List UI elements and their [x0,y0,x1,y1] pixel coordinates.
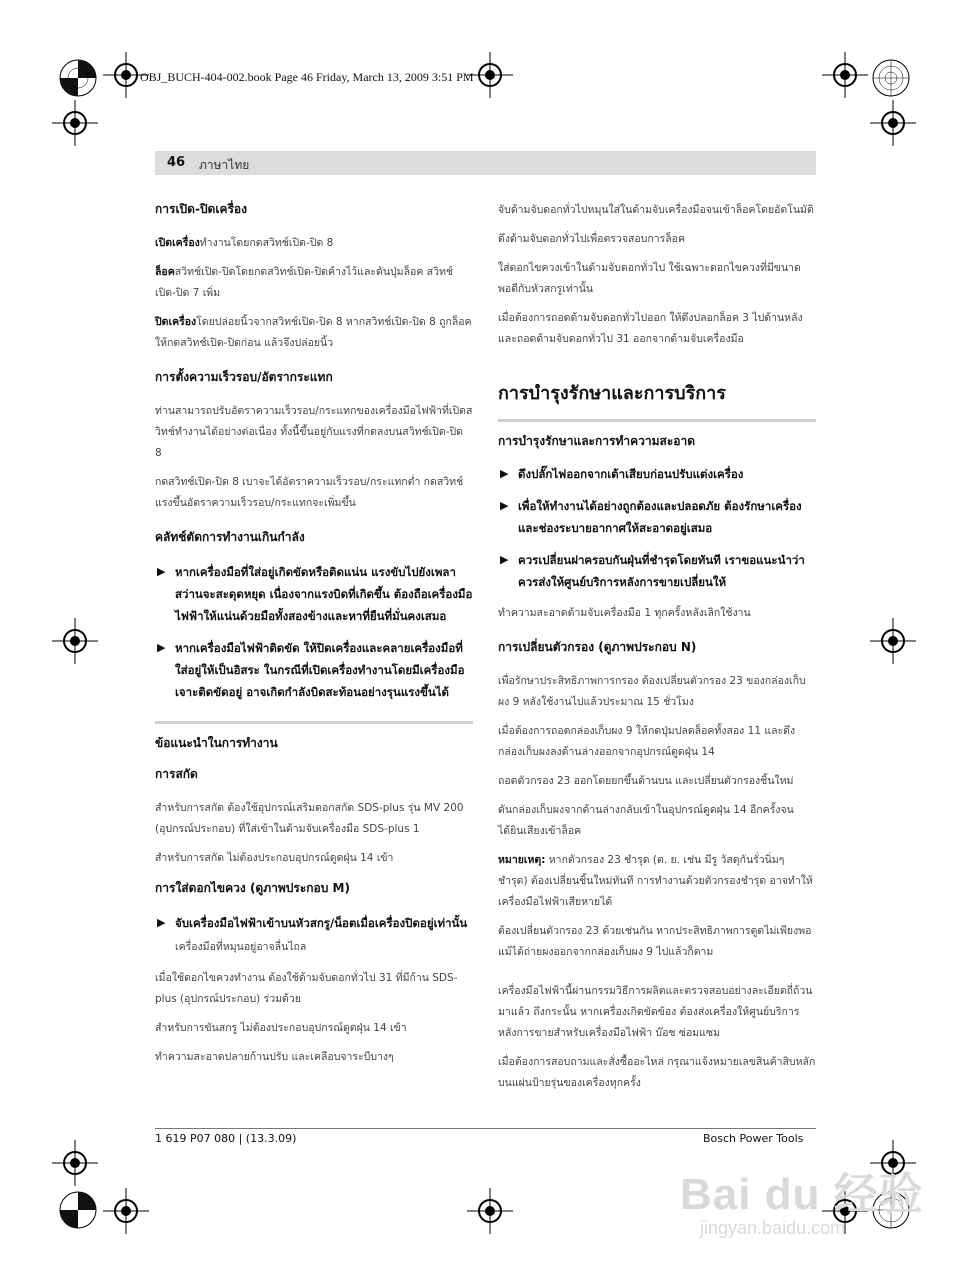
text: จับเครื่องมือไฟฟ้าเข้าบนหัวสกรู/น็อตเมื่อเครื่องปิดอยู่เท่านั้น [175,916,468,930]
paragraph: จับด้ามจับดอกทั่วไปหมุนใส่ในด้ามจับเครื่องมือจนเข้าล็อคโดยอัตโนมัติ [498,204,814,216]
heading-chiseling: การสกัด [155,767,198,781]
bullet-item [498,495,816,539]
paragraph: สำหรับการสกัด ต้องใช้อุปกรณ์เสริมดอกสกัด SDS-plus รุ่น MV 200 (อุปกรณ์ประกอบ) ที่ใส่เข้าในด้ามจับเครื่องมือ SDS-plus 1 [155,802,464,835]
bullet-item [498,463,816,485]
right-column [498,200,816,1102]
bullet-item [155,561,473,627]
page-number: 46 [167,155,186,170]
paragraph [498,850,816,913]
paragraph [155,233,473,254]
heading-screwdriver: การใส่ดอกไขควง (ดูภาพประกอบ M) [155,881,350,895]
paragraph: ทำความสะอาดด้ามจับเครื่องมือ 1 ทุกครั้งหลังเลิกใช้งาน [498,607,751,619]
text: เพื่อให้ทำงานได้อย่างถูกต้องและปลอดภัย ต้องรักษาเครื่องและช่องระบายอากาศให้สะอาดอยู่เสมอ [518,499,802,535]
paragraph: เมื่อต้องการสอบถามและสั่งซื้ออะไหล่ กรุณาแจ้งหมายเลขสินค้าสิบหลักบนแผ่นป้ายรุ่นของเครื่องทุกครั้ง [498,1056,816,1089]
triangle-bullet-icon: ▶ [157,565,166,578]
heading-clutch: คลัทช์ตัดการทำงานเกินกำลัง [155,530,305,544]
bold-term: ล็อค [155,266,175,278]
crosshair-icon [467,1188,513,1234]
triangle-bullet-icon: ▶ [500,467,509,480]
watermark-url: jingyan.baidu.com [700,1218,846,1238]
heading-on-off: การเปิด-ปิดเครื่อง [155,202,247,216]
language-label: ภาษาไทย [199,158,250,172]
paragraph [155,312,473,354]
paragraph: ดึงด้ามจับดอกทั่วไปเพื่อตรวจสอบการล็อค [498,233,686,245]
paragraph: เพื่อรักษาประสิทธิภาพการกรอง ต้องเปลี่ยนตัวกรอง 23 ของกล่องเก็บผง 9 หลังใช้งานไปแล้วประมาณ 15 ชั่วโมง [498,675,806,708]
bold-term: ปิดเครื่อง [155,316,197,328]
text: หากเครื่องมือไฟฟ้าติดขัด ให้ปิดเครื่องและคลายเครื่องมือที่ใส่อยู่ให้เป็นอิสระ ในกรณีที่เปิดเครื่องทำงานโดยมีเครื่องมือเจาะติดขัดอยู่ อาจเกิดกำลังบิดสะท้อนอย่างรุนแรงขึ้นได้ [175,641,465,699]
text: หากตัวกรอง 23 ชำรุด (ต. ย. เช่น มีรู วัสดุกันรั่วนิ่มๆ ชำรุด) ต้องเปลี่ยนชิ้นใหม่ทันที การทำงานด้วยตัวกรองชำรุด อาจทำให้เครื่องมือไฟฟ้าเสียหายได้ [498,854,813,908]
watermark [680,1158,924,1239]
text: ทำงานโดยกดสวิทช์เปิด-ปิด 8 [199,237,334,249]
paragraph: เครื่องมือไฟฟ้านี้ผ่านกรรมวิธีการผลิตและตรวจสอบอย่างละเอียดถี่ถ้วนมาแล้ว ถึงกระนั้น หากเครื่องเกิดขัดข้อง ต้องส่งเครื่องให้ศูนย์บริการหลังการขายสำหรับเครื่องมือไฟฟ้า บ๊อช ซ่อมแซม [498,985,813,1039]
bold-term: เปิดเครื่อง [155,237,200,249]
paragraph: เมื่อต้องการถอดกล่องเก็บผง 9 ให้กดปุ่มปลดล็อคทั้งสอง 11 และดึงกล่องเก็บผงลงด้านล่างออกจากอุปกรณ์ดูดฝุ่น 14 [498,725,796,758]
crosshair-icon [822,52,868,98]
bold-term: หมายเหตุ: [498,854,546,866]
text: หากเครื่องมือที่ใส่อยู่เกิดขัดหรือติดแน่น แรงขับไปยังเพลาสว่านจะสะดุดหยุด เนื่องจากแรงบิดที่เกิดขึ้น ต้องถือเครื่องมือไฟฟ้าให้แน่นด้วยมือทั้งสองข้างและหาที่ยืนที่มั่นคงเสมอ [175,565,473,623]
page-header [155,151,816,175]
print-slug: OBJ_BUCH-404-002.book Page 46 Friday, March 13, 2009 3:51 PM [140,70,474,84]
watermark-brand: Bai du 经验 [680,1170,924,1219]
paragraph: สำหรับการขันสกรู ไม่ต้องประกอบอุปกรณ์ดูดฝุ่น 14 เข้า [155,1022,407,1034]
bullet-item [155,912,473,958]
text: สวิทช์เปิด-ปิดโดยกดสวิทช์เปิด-ปิดค้างไว้และดันปุ่มล็อค สวิทช์เปิด-ปิด 7 เพิ่ม [155,266,454,299]
footer-brand: Bosch Power Tools [703,1132,804,1145]
footer-rule [155,1128,816,1129]
paragraph: ใส่ดอกไขควงเข้าในด้ามจับดอกทั่วไป ใช้เฉพาะดอกไขควงที่มีขนาดพอดีกับหัวสกรูเท่านั้น [498,262,801,295]
text: เครื่องมือที่หมุนอยู่อาจลื่นไถล [175,941,307,953]
triangle-bullet-icon: ▶ [157,916,166,929]
heading-filter: การเปลี่ยนตัวกรอง (ดูภาพประกอบ N) [498,640,697,654]
left-column [155,200,473,1076]
paragraph: ทำความสะอาดปลายก้านปรับ และเคลือบจาระบีบางๆ [155,1051,394,1063]
crosshair-icon [870,100,916,146]
crosshair-icon [103,1188,149,1234]
crosshair-icon [103,52,149,98]
text: ควรเปลี่ยนฝาครอบกันฝุ่นที่ชำรุดโดยทันที เราขอแนะนำว่า ควรส่งให้ศูนย์บริการหลังการขายเปลี่ยนให้ [518,553,805,589]
paragraph: สำหรับการสกัด ไม่ต้องประกอบอุปกรณ์ดูดฝุ่น 14 เข้า [155,852,394,864]
registration-target-icon [55,1187,101,1233]
registration-target-icon [55,55,101,101]
section-title-maintenance: การบำรุงรักษาและการบริการ [498,383,726,404]
footer-doc-number: 1 619 P07 080 | (13.3.09) [155,1132,297,1145]
crosshair-icon [467,52,513,98]
text: โดยปล่อยนิ้วจากสวิทช์เปิด-ปิด 8 หากสวิทช์เปิด-ปิด 8 ถูกล็อค ให้กดสวิทช์เปิด-ปิดก่อน แล้วจึงปล่อยนิ้ว [155,316,472,349]
heading-speed: การตั้งความเร็วรอบ/อัตรากระแทก [155,370,333,384]
heading-work-tips: ข้อแนะนำในการทำงาน [155,736,278,750]
paragraph: กดสวิทช์เปิด-ปิด 8 เบาจะได้อัตราความเร็วรอบ/กระแทกต่ำ กดสวิทช์แรงขึ้นอัตราความเร็วรอบ/กระแทกจะเพิ่มขึ้น [155,476,464,509]
triangle-bullet-icon: ▶ [500,499,509,512]
registration-target-icon [868,55,914,101]
crosshair-icon [52,100,98,146]
crosshair-icon [870,618,916,664]
crosshair-icon [52,1140,98,1186]
bullet-item [155,637,473,703]
heading-cleaning: การบำรุงรักษาและการทำความสะอาด [498,434,696,448]
paragraph: เมื่อต้องการถอดด้ามจับดอกทั่วไปออก ให้ดึงปลอกล็อค 3 ไปด้านหลัง และถอดด้ามจับดอกทั่วไป 31 ออกจากด้ามจับเครื่องมือ [498,312,803,345]
text: ดึงปลั๊กไฟออกจากเต้าเสียบก่อนปรับแต่งเครื่อง [518,467,744,481]
triangle-bullet-icon: ▶ [157,641,166,654]
paragraph: ต้องเปลี่ยนตัวกรอง 23 ด้วยเช่นกัน หากประสิทธิภาพการดูดไม่เพียงพอ แม้ได้ถ่ายผงออกจากกล่องเก็บผง 9 ไปแล้วก็ตาม [498,925,812,958]
paragraph: ดันกล่องเก็บผงจากด้านล่างกลับเข้าในอุปกรณ์ดูดฝุ่น 14 อีกครั้งจนได้ยินเสียงเข้าล็อค [498,804,794,837]
paragraph [155,262,473,304]
paragraph: ถอดตัวกรอง 23 ออกโดยยกขึ้นด้านบน และเปลี่ยนตัวกรองชิ้นใหม่ [498,775,794,787]
crosshair-icon [52,618,98,664]
section-divider [498,419,816,422]
triangle-bullet-icon: ▶ [500,553,509,566]
bullet-item [498,549,816,593]
paragraph: ท่านสามารถปรับอัตราความเร็วรอบ/กระแทกของเครื่องมือไฟฟ้าที่เปิดสวิทช์ทำงานได้อย่างต่อเนื่อง ทั้งนี้ขึ้นอยู่กับแรงที่กดลงบนสวิทช์เปิด-ปิด 8 [155,405,473,459]
section-divider [155,721,473,724]
paragraph: เมื่อใช้ดอกไขควงทำงาน ต้องใช้ด้ามจับดอกทั่วไป 31 ที่มีก้าน SDS-plus (อุปกรณ์ประกอบ) ร่วมด้วย [155,972,458,1005]
